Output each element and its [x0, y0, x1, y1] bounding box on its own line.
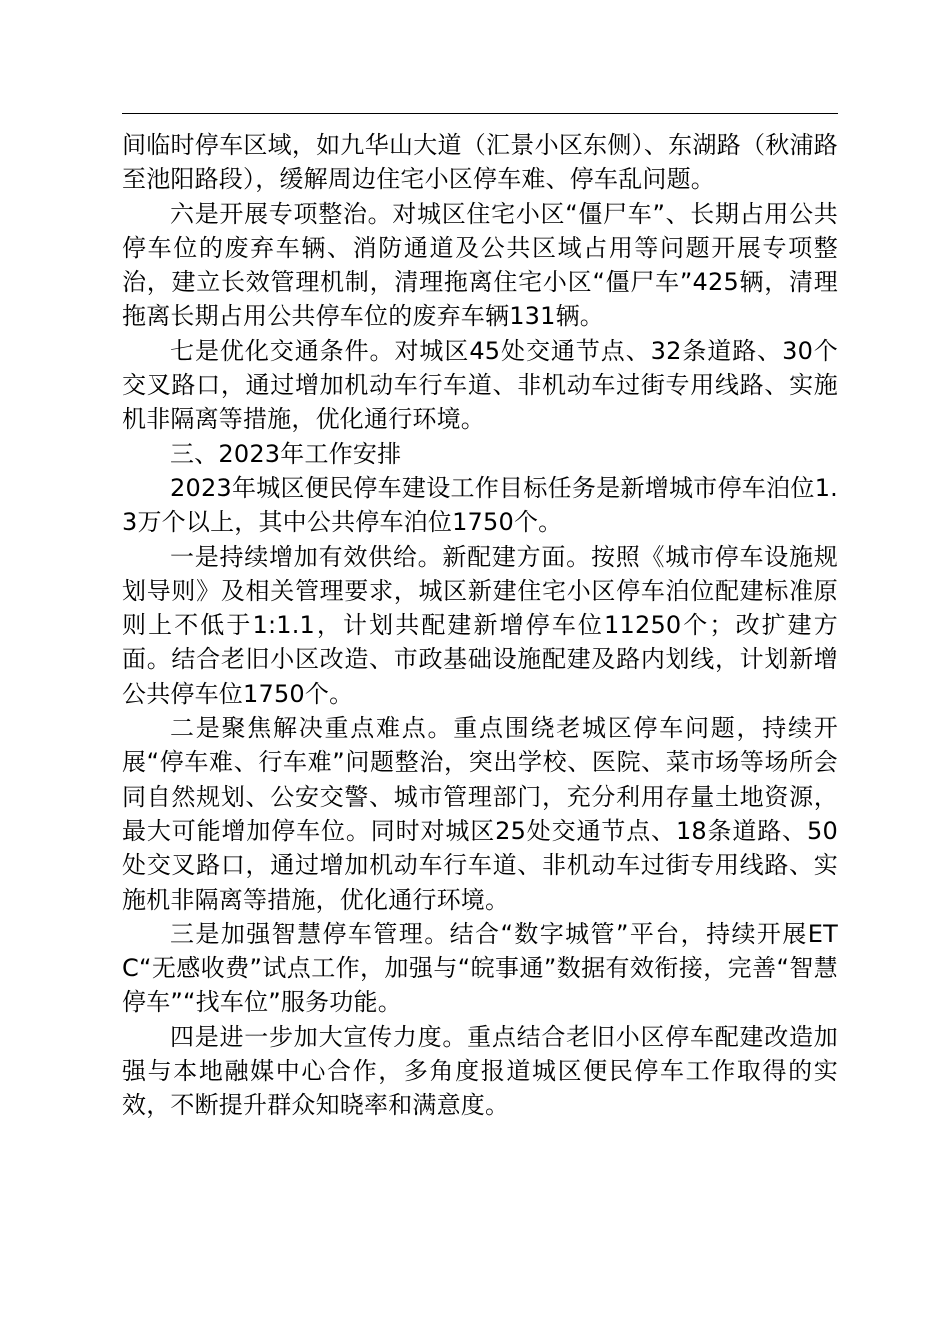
- paragraph-task-two: 二是聚焦解决重点难点。重点围绕老城区停车问题，持续开展“停车难、行车难”问题整治，突出学校、医院、菜市场等场所会同自然规划、公安交警、城市管理部门，充分利用存量土地资源，最大可能增加停车位。同时对城区25处交通节点、18条道路、50处交叉路口，通过增加机动车行车道、非机动车过街专用线路、实施机非隔离等措施，优化通行环境。: [122, 714, 838, 914]
- paragraph-item-six: 六是开展专项整治。对城区住宅小区“僵尸车”、长期占用公共停车位的废弃车辆、消防通道及公共区域占用等问题开展专项整治，建立长效管理机制，清理拖离住宅小区“僵尸车”425辆，清理拖离长期占用公共停车位的废弃车辆131辆。: [122, 199, 838, 331]
- paragraph-target-summary: 2023年城区便民停车建设工作目标任务是新增城市停车泊位1.3万个以上，其中公共停车泊位1750个。: [122, 473, 838, 537]
- paragraph-task-three: 三是加强智慧停车管理。结合“数字城管”平台，持续开展ETC“无感收费”试点工作，加强与“皖事通”数据有效衔接，完善“智慧停车”“找车位”服务功能。: [122, 919, 838, 1017]
- paragraph-continuation: 间临时停车区域，如九华山大道（汇景小区东侧）、东湖路（秋浦路至池阳路段），缓解周边住宅小区停车难、停车乱问题。: [122, 131, 838, 194]
- header-rule: [122, 113, 838, 114]
- paragraph-item-seven: 七是优化交通条件。对城区45处交通节点、32条道路、30个交叉路口，通过增加机动车行车道、非机动车过街专用线路、实施机非隔离等措施，优化通行环境。: [122, 336, 838, 434]
- document-body: [122, 128, 838, 1123]
- paragraph-task-four: 四是进一步加大宣传力度。重点结合老旧小区停车配建改造加强与本地融媒中心合作，多角度报道城区便民停车工作取得的实效，不断提升群众知晓率和满意度。: [122, 1022, 838, 1120]
- section-heading: 三、2023年工作安排: [170, 439, 402, 468]
- paragraph-task-one: 一是持续增加有效供给。新配建方面。按照《城市停车设施规划导则》及相关管理要求，城区新建住宅小区停车泊位配建标准原则上不低于1:1.1，计划共配建新增停车位11250个；改扩建方面。结合老旧小区改造、市政基础设施配建及路内划线，计划新增公共停车位1750个。: [122, 542, 838, 708]
